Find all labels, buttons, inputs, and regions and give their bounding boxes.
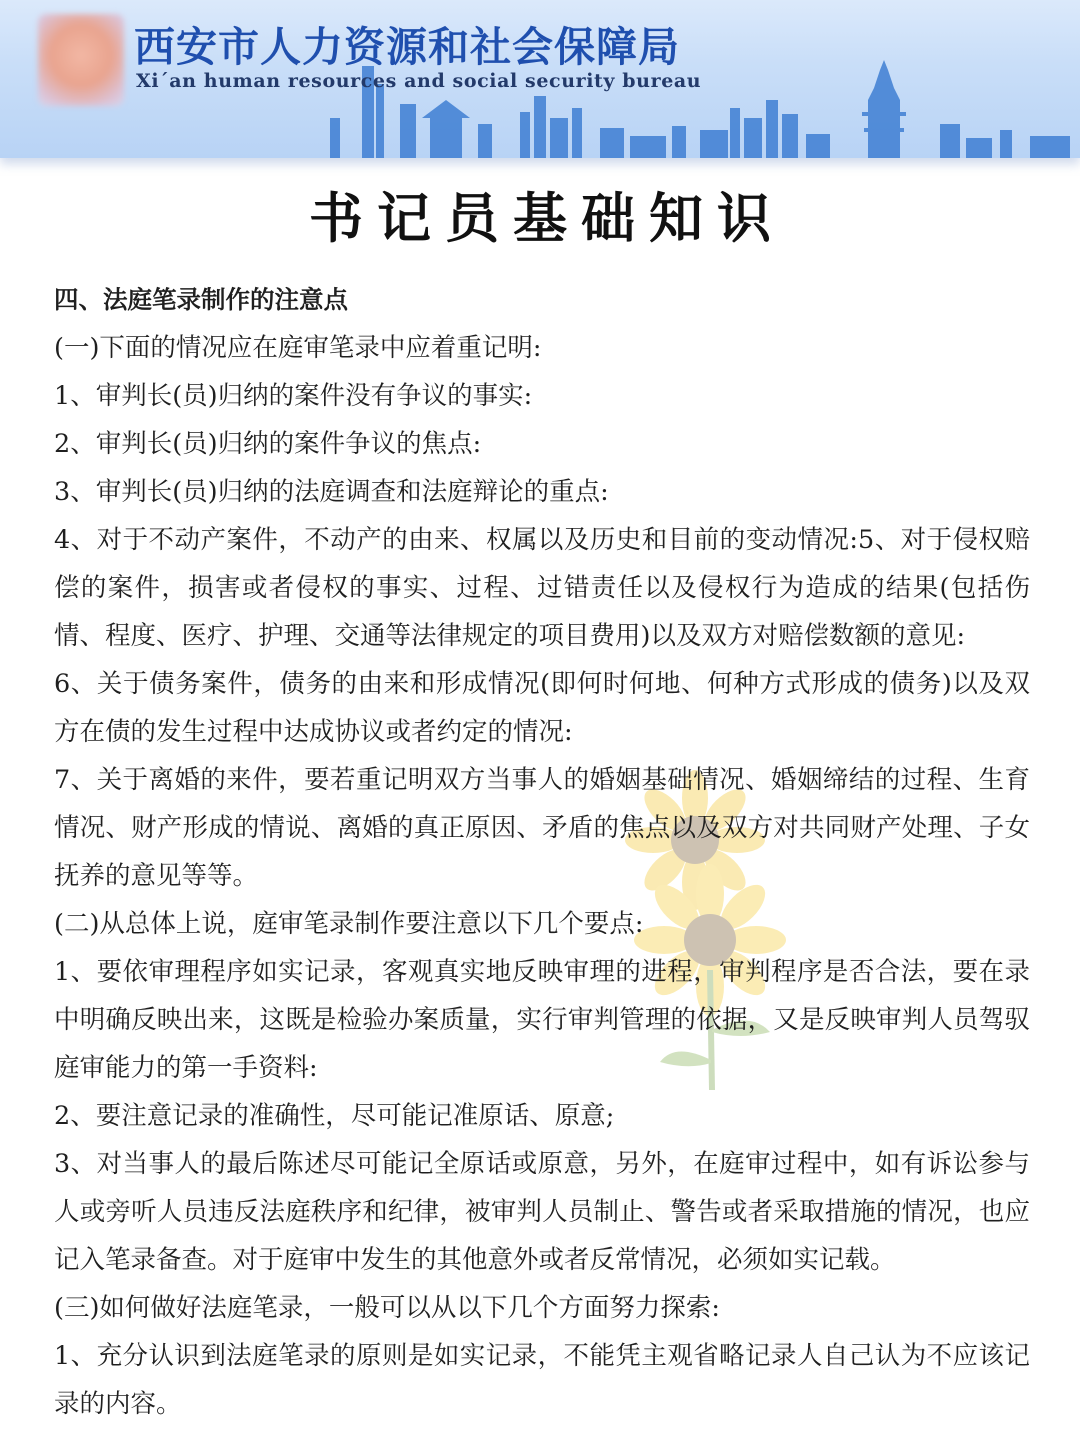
banner-title: 西安市人力资源和社会保障局 [134, 23, 680, 71]
list-item: 6、关于债务案件，债务的由来和形成情况(即何时何地、何种方式形成的债务)以及双方在债的发生过程中达成协议或者约定的情况: [54, 669, 1030, 747]
list-item: 3、对当事人的最后陈述尽可能记全原话或原意，另外，在庭审过程中，如有诉讼参与人或旁听人员违反法庭秩序和纪律，被审判人员制止、警告或者采取措施的情况，也应记入笔录备查。对于庭审中发生的其他意外或者反常情况，必须如实记载。 [54, 1149, 1030, 1275]
list-item: 7、关于离婚的来件，要若重记明双方当事人的婚姻基础情况、婚姻缔结的过程、生育情况、财产形成的情说、离婚的真正原因、矛盾的焦点以及双方对共同财产处理、子女抚养的意见等等。 [54, 765, 1030, 891]
list-item: 4、对于不动产案件，不动产的由来、权属以及历史和目前的变动情况:5、对于侵权赔偿的案件，损害或者侵权的事实、过程、过错责任以及侵权行为造成的结果(包括伤情、程度、医疗、护理、交通等法律规定的项目费用)以及双方对赔偿数额的意见: [54, 525, 1030, 651]
subsection-heading: (一)下面的情况应在庭审笔录中应着重记明: [54, 333, 542, 363]
list-item: 3、审判长(员)归纳的法庭调查和法庭辩论的重点: [54, 477, 609, 507]
page-title: 书记员基础知识 [309, 186, 785, 250]
article-body [54, 276, 1030, 1428]
bureau-logo [38, 14, 124, 106]
section-heading: 四、法庭笔录制作的注意点 [54, 285, 348, 314]
list-item: 1、充分认识到法庭笔录的原则是如实记录，不能凭主观省略记录人自己认为不应该记录的内容。 [54, 1341, 1030, 1419]
list-item: 2、要注意记录的准确性，尽可能记准原话、原意; [54, 1101, 615, 1131]
list-item: 1、审判长(员)归纳的案件没有争议的事实: [54, 381, 533, 411]
list-item: 2、审判长(员)归纳的案件争议的焦点: [54, 429, 482, 459]
header-banner [0, 0, 1080, 158]
subsection-heading: (二)从总体上说，庭审笔录制作要注意以下几个要点: [54, 909, 644, 939]
banner-subtitle: Xi´an human resources and social security bureau [136, 70, 702, 92]
subsection-heading: (三)如何做好法庭笔录，一般可以从以下几个方面努力探索: [54, 1293, 720, 1323]
list-item: 1、要依审理程序如实记录，客观真实地反映审理的进程，审判程序是否合法，要在录中明确反映出来，这既是检验办案质量，实行审判管理的依据，又是反映审判人员驾驭庭审能力的第一手资料: [54, 957, 1030, 1083]
